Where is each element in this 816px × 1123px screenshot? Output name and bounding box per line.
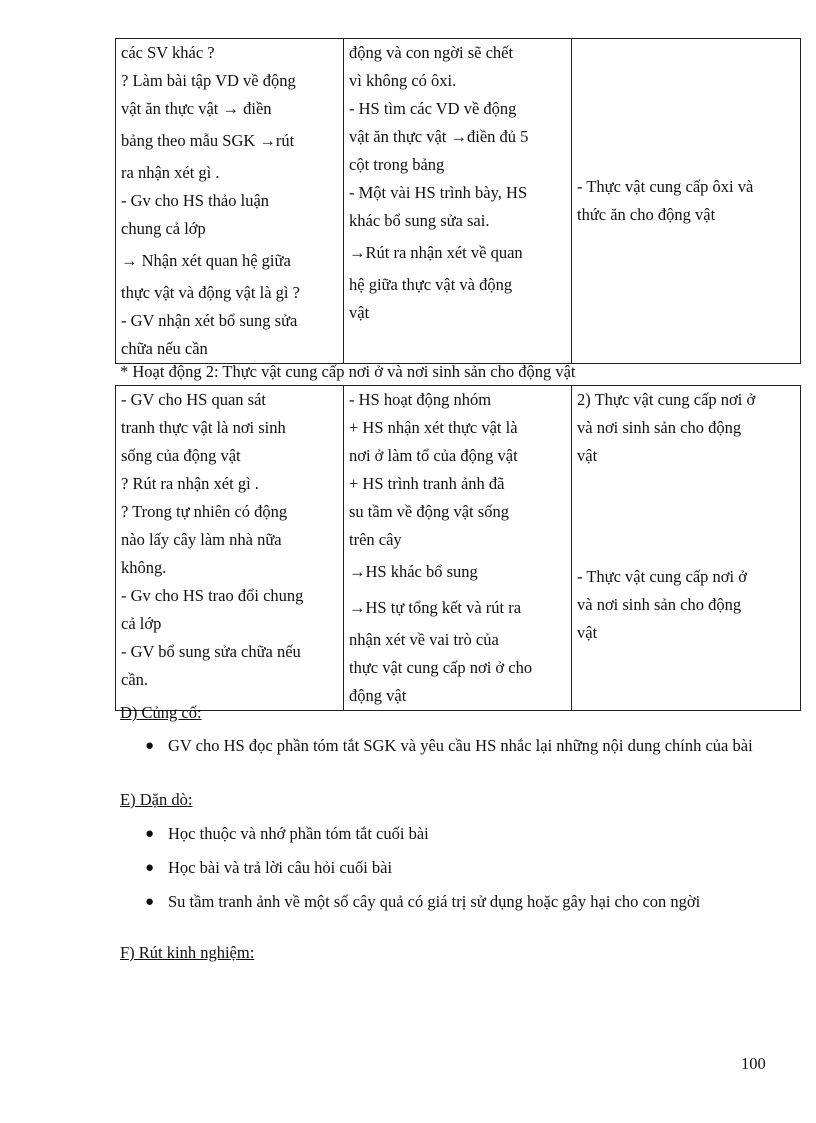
table-line: sống của động vật	[121, 446, 241, 465]
lesson-table-2	[115, 385, 801, 711]
page-number: 100	[741, 1054, 766, 1073]
table-line: cần.	[121, 670, 149, 689]
bullet-icon: ●	[145, 826, 155, 842]
list-item	[145, 732, 768, 760]
list-item	[145, 888, 758, 916]
student-activity-cell	[344, 386, 572, 711]
section-e-title: E) Dặn dò:	[120, 790, 193, 809]
table-line: - Gv cho HS thảo luận	[121, 191, 270, 210]
table-line: vật	[577, 623, 598, 642]
list-item-text: Su tầm tranh ảnh về một số cây quả có giá trị sử dụng hoặc gây hại cho con ngời	[168, 892, 701, 911]
table-line: cả lớp	[121, 614, 162, 633]
table-line: tranh thực vật là nơi sinh	[121, 418, 286, 437]
content-cell	[572, 386, 801, 711]
table-line: ? Làm bài tập VD về động	[121, 71, 296, 90]
table-line: →Rút ra nhận xét về quan	[349, 243, 523, 262]
teacher-activity-cell	[116, 39, 344, 364]
table-line: → Nhận xét quan hệ giữa	[121, 251, 291, 270]
activity-2-heading: * Hoạt động 2: Thực vật cung cấp nơi ở và nơi sinh sản cho động vật	[120, 362, 576, 381]
table-line: chung cả lớp	[121, 219, 206, 238]
list-item-text: GV cho HS đọc phần tóm tắt SGK và yêu cầu HS nhắc lại những nội dung chính của bài	[168, 736, 753, 755]
table-line: - GV cho HS quan sát	[121, 390, 266, 409]
table-line: ? Rút ra nhận xét gì .	[121, 474, 259, 493]
list-item	[145, 854, 755, 882]
table-line: và nơi sinh sản cho động	[577, 595, 742, 614]
table-line: bảng theo mẫu SGK →rút	[121, 131, 295, 150]
table-line: + HS trình tranh ảnh đã	[349, 474, 505, 493]
bullet-icon: ●	[145, 894, 155, 910]
table-line: ? Trong tự nhiên có động	[121, 502, 288, 521]
table-line: thực vật cung cấp nơi ở cho	[349, 658, 533, 677]
list-item	[145, 820, 755, 848]
table-line: vật ăn thực vật →điền đủ 5	[349, 127, 529, 146]
bullet-icon: ●	[145, 738, 155, 754]
bullet-icon: ●	[145, 860, 155, 876]
student-activity-cell	[344, 39, 572, 364]
table-line: chữa nếu cần	[121, 339, 208, 358]
table-line: và nơi sinh sản cho động	[577, 418, 742, 437]
content-cell	[572, 39, 801, 364]
table-line: vật ăn thực vật → điền	[121, 99, 272, 118]
table-row	[116, 39, 801, 364]
table-line: vật	[577, 446, 598, 465]
list-item-text: Học bài và trả lời câu hỏi cuối bài	[168, 858, 393, 877]
table-line: động và con ngời sẽ chết	[349, 43, 514, 62]
table-line: →HS tự tổng kết và rút ra	[349, 598, 522, 617]
table-line: - HS hoạt động nhóm	[349, 390, 492, 409]
table-line: thức ăn cho động vật	[577, 205, 716, 224]
table-line: các SV khác ?	[121, 43, 215, 62]
table-line: - Gv cho HS trao đổi chung	[121, 586, 304, 605]
table-line: động vật	[349, 686, 407, 705]
lesson-table-1	[115, 38, 801, 364]
table-line: - Thực vật cung cấp ôxi và	[577, 177, 754, 196]
table-row	[116, 386, 801, 711]
teacher-activity-cell	[116, 386, 344, 711]
table-line: thực vật và động vật là gì ?	[121, 283, 300, 302]
section-d-list	[145, 732, 755, 760]
table-line: trên cây	[349, 530, 402, 549]
table-line: - GV bổ sung sửa chữa nếu	[121, 642, 301, 661]
table-line: không.	[121, 558, 167, 577]
table-line: - GV nhận xét bổ sung sửa	[121, 311, 298, 330]
table-line: + HS nhận xét thực vật là	[349, 418, 518, 437]
list-item-text: Học thuộc và nhớ phần tóm tắt cuối bài	[168, 824, 429, 843]
table-line: ra nhận xét gì .	[121, 163, 220, 182]
table-line: su tầm về động vật sống	[349, 502, 509, 521]
table-line: cột trong bảng	[349, 155, 445, 174]
table-line: vật	[349, 303, 370, 322]
table-line: →HS khác bổ sung	[349, 562, 478, 581]
table-line: - Thực vật cung cấp nơi ở	[577, 567, 747, 586]
section-f-title: F) Rút kinh nghiệm:	[120, 943, 255, 962]
table-line: 2) Thực vật cung cấp nơi ở	[577, 390, 756, 409]
table-line: khác bổ sung sửa sai.	[349, 211, 490, 230]
section-e-list	[145, 820, 755, 916]
table-line: nhận xét về vai trò của	[349, 630, 499, 649]
section-d-title: D) Củng cố:	[120, 703, 202, 722]
table-line: - Một vài HS trình bày, HS	[349, 183, 528, 202]
cell-spacer	[577, 470, 796, 563]
table-line: hệ giữa thực vật và động	[349, 275, 513, 294]
table-line: nơi ở làm tổ của động vật	[349, 446, 518, 465]
table-line: nào lấy cây làm nhà nữa	[121, 530, 282, 549]
table-line: - HS tìm các VD về động	[349, 99, 517, 118]
table-line: vì không có ôxi.	[349, 71, 457, 90]
